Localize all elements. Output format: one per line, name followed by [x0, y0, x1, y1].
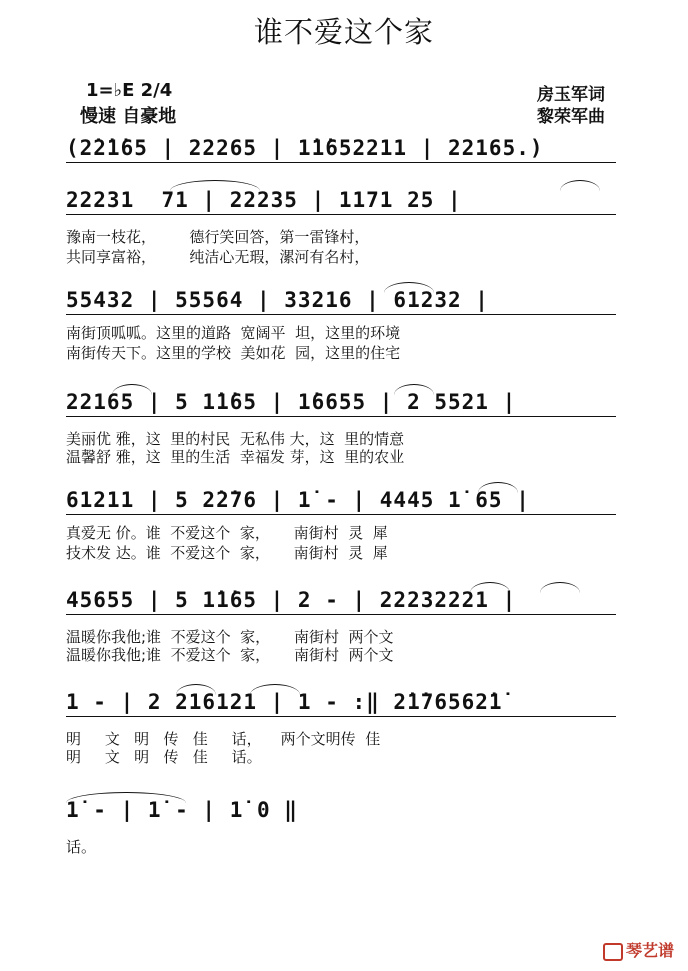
slur-mark — [250, 684, 300, 695]
notation-row-8: 1̇ - | 1̇ - | 1̇ 0 ‖ — [66, 798, 298, 822]
notation-row-3: 55432 | 55564 | 33216 | 61232 | — [66, 288, 489, 312]
lyric-row-4-verse-2: 温馨舒 雅，这 里的生活 幸福发 芽，这 里的农业 — [66, 448, 405, 466]
notation-row-4: 22165 | 5 1̇1̇65 | 1̇6655 | 2 5521 | — [66, 390, 517, 414]
beam-line-row-3 — [66, 314, 616, 315]
slur-mark — [394, 384, 434, 395]
notation-row-5: 61211 | 5 2̇2̇76 | 1̇ - | 4445 1̇ 65 | — [66, 488, 530, 512]
beam-line-row-5 — [66, 514, 616, 515]
key-signature: 1=♭E 2/4 — [86, 80, 173, 101]
lyric-row-3-verse-2: 南街传天下。这里的学校 美如花 园，这里的住宅 — [66, 344, 401, 362]
beam-line-row-4 — [66, 416, 616, 417]
lyric-row-6-verse-2: 温暖你我他;谁 不爱这个 家， 南街村 两个文 — [66, 646, 394, 664]
slur-mark — [478, 482, 518, 493]
slur-mark — [384, 282, 434, 293]
notation-row-6: 45655 | 5 1̇1̇65 | 2 - | 22232221 | — [66, 588, 517, 612]
lyricist: 房玉军词 — [537, 85, 605, 105]
lyric-row-2-verse-1: 豫南一枝花， 德行笑回答，第一雷锋村， — [66, 228, 370, 246]
lyric-row-3-verse-1: 南街顶呱呱。这里的道路 宽阔平 坦，这里的环境 — [66, 324, 401, 342]
slur-mark — [560, 180, 600, 191]
lyric-row-5-verse-2: 技术发 达。谁 不爱这个 家， 南街村 灵 犀 — [66, 544, 388, 562]
watermark-logo — [603, 938, 674, 961]
notation-row-7: 1 - | 2 216121 | 1 - :‖ 2̇1̇76562̇1̇ — [66, 690, 503, 714]
lyric-row-7-verse-1: 明 文 明 传 佳 话， 两个文明传 佳 — [66, 730, 381, 748]
notation-row-1: (2̇2̇1̇65 | 22265 | 1̇1̇652211 | 22165.) — [66, 136, 544, 160]
tempo-marking: 慢速 自豪地 — [80, 106, 177, 127]
beam-line-row-7 — [66, 716, 616, 717]
slur-mark — [66, 792, 186, 803]
lyric-row-6-verse-1: 温暖你我他;谁 不爱这个 家， 南街村 两个文 — [66, 628, 394, 646]
slur-mark — [470, 582, 510, 593]
lyric-row-4-verse-1: 美丽优 雅，这 里的村民 无私伟 大，这 里的情意 — [66, 430, 405, 448]
lyric-row-5-verse-1: 真爱无 价。谁 不爱这个 家， 南街村 灵 犀 — [66, 524, 388, 542]
lyric-row-2-verse-2: 共同享富裕， 纯洁心无瑕，漯河有名村， — [66, 248, 370, 266]
watermark-text: 琴艺谱 — [625, 941, 674, 960]
lyric-row-7-verse-2: 明 文 明 传 佳 话。 — [66, 748, 262, 766]
notation-row-2: 22231 71 | 22235 | 1171 25 | — [66, 188, 462, 212]
composer: 黎荣军曲 — [537, 107, 605, 127]
slur-mark — [112, 384, 152, 395]
beam-line-row-1 — [66, 162, 616, 163]
song-title: 谁不爱这个家 — [253, 15, 434, 49]
beam-line-row-6 — [66, 614, 616, 615]
watermark-icon — [603, 943, 623, 961]
lyric-row-8-verse-1: 话。 — [66, 838, 97, 856]
slur-mark — [170, 180, 260, 191]
slur-mark — [176, 684, 216, 695]
slur-mark — [540, 582, 580, 593]
beam-line-row-2 — [66, 214, 616, 215]
